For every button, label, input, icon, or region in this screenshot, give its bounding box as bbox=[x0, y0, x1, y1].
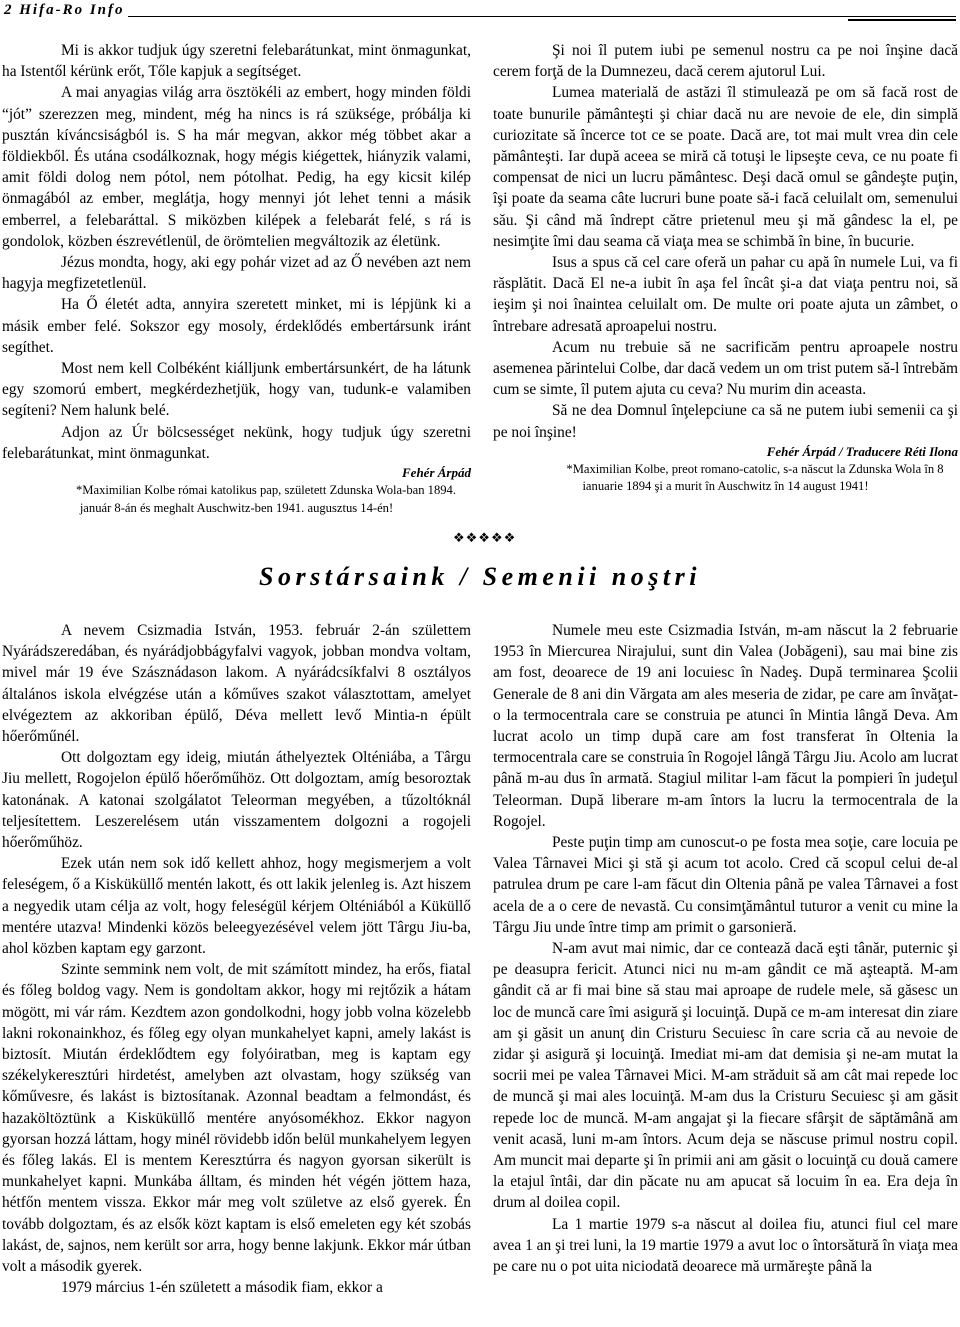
footnote: *Maximilian Kolbe, preot romano-catolic, s-a născut la Zdunska Wola în 8 ianuarie 1894 şi a murit în Auschwitz în 14 august 1941! bbox=[566, 461, 944, 494]
article-paragraph: Să ne dea Domnul înţelepciune ca să ne putem iubi semenii ca şi pe noi înşine! bbox=[493, 402, 958, 441]
page-header bbox=[0, 0, 960, 24]
page-number-label: 2 Hifa-Ro Info bbox=[4, 2, 125, 18]
hungarian-article-column bbox=[2, 40, 471, 517]
article-paragraph: Most nem kell Colbéként kiálljunk embertársunkért, de ha látunk egy szomorú embert, megkérdezhetjük, hogy van, tudunk-e valamiben segíteni? Nem halunk belé. bbox=[2, 360, 471, 420]
story-paragraph: La 1 martie 1979 s-a născut al doilea fiu, atunci fiul cel mare avea 1 an şi trei luni, la 19 martie 1979 a avut loc o întorsătură în viaţa mea pe care nu o pot uita niciodată deoarece mă urmăreşte până la bbox=[493, 1215, 958, 1276]
section-title: Sorstársaink / Semenii noştri bbox=[259, 562, 701, 591]
article-paragraph: Acum nu trebuie să ne sacrificăm pentru aproapele nostru asemenea părintelui Colbe, dar dacă vedem un om trist putem să-l întrebăm cum se simte, îl putem ajuta cu ceva? Nu murim din aceasta. bbox=[493, 338, 958, 399]
article-paragraph: Isus a spus că cel care oferă un pahar cu apă în numele Lui, va fi răsplătit. Dacă El ne-a iubit în aşa fel încât şi-a dat viaţa pentru noi, să ieşim şi noi înaintea celuilalt om. De multe ori poate ajuta un zâmbet, o întrebare adresată aproapelui nostru. bbox=[493, 254, 958, 335]
article-paragraph: A mai anyagias világ arra ösztökéli az embert, hogy minden földi “jót” szerezzen meg, mindent, még ha nincs is rá szüksége, próbálja ki pusztán kíváncsiságból is. S ha már megvan, akkor még többet akar a földiekből. És utána csodálkoznak, hogy mégis kiégettek, hiányzik valami, amit földi dolog nem pótol, nem pótolhat. Pedig, ha egy kicsit kilép önmagából az ember, meglátja, hogy mennyi jót lehet tenni a másik emberrel, a felebaráttal. S miközben kilépek a felebarát felé, s rá is gondolok, közben észrevétlenül, de örömtelien megváltozik az életünk. bbox=[2, 84, 471, 250]
article-paragraph: Mi is akkor tudjuk úgy szeretni felebarátunkat, mint önmagunkat, ha Istentől kérünk erőt, Tőle kapjuk a segítséget. bbox=[2, 42, 471, 81]
story-paragraph: Szinte semmink nem volt, de mit számított mindez, ha erős, fiatal és főleg boldog vagy. Nem is gondoltam akkor, hogy mi rejtőzik a hátam mögött, mi vár rám. Kezdtem azon gondolkodni, hogy jobb volna közelebb lakni rokonainkhoz, és főleg egy olyan munkahelyet kapni, amely lakást is biztosít. Miután érdeklődtem egy folyóiratban, meg is kaptam egy székelykeresztúri hirdetést, amelyben azt olvastam, hogy szükség van kőművesre, és lakást is biztosítanak. Azonnal beadtam a felmondást, és hazaköltöztünk a Kisküküllő mentére anyósomékhoz. Ekkor nagyon gyorsan hozzá láttam, hogy minél rövidebb időn belül munkahelyem legyen és főleg lakás. El is mentem Keresztúrra és nagyon gyorsan sikerült is munkahelyet kapni. Munkába álltam, és minden hét végén jöttem haza, hétfőn mentem vissza. Ekkor már meg volt születve az első gyerek. Én tovább dolgoztam, és az elsők közt kaptam is első emeleten egy két szobás lakást, de, sajnos, nem került sor arra, hogy benne lakjunk. Ekkor már útban volt a második gyerek. bbox=[2, 961, 471, 1276]
header-rule-thick bbox=[848, 19, 956, 21]
hungarian-story-column bbox=[2, 620, 471, 1299]
story-paragraph: A nevem Csizmadia István, 1953. február 2-án születtem Nyárádszeredában, és nyárádjobbágyfalvi vagyok, jobban mondva voltam, mivel már 19 éve Szásznádason lakom. A nyárádcsíkfalvi 8 osztályos általános iskola elvégzése után a kőműves szakot választottam, amelyet elvégeztem az akkoriban épülő, Déva mellett levő Mintia-n épült hőerőműnél. bbox=[2, 622, 471, 746]
romanian-story-column bbox=[493, 620, 958, 1277]
story-paragraph: Ezek után nem sok idő kellett ahhoz, hogy megismerjem a volt feleségem, ő a Kisküküllő mentén lakott, és ott lakik jelenleg is. Azt hiszem a negyedik utam célja az volt, hogy feleségül kérjem Olténiából a Küküllő mentére utazva! Mindenki közös beleegyezésével velem jött Târgu Jiu-ba, ahol közben kaptam egy garzont. bbox=[2, 855, 471, 958]
article-paragraph: Ha Ő életét adta, annyira szeretett minket, mi is lépjünk ki a másik ember felé. Sokszor egy mosoly, érdeklődés embertársunk iránt segíthet. bbox=[2, 296, 471, 356]
story-paragraph: 1979 március 1-én született a második fiam, ekkor a bbox=[61, 1279, 383, 1297]
section-divider-ornament: ❖❖❖❖❖ bbox=[453, 530, 517, 545]
article-paragraph: Şi noi îl putem iubi pe semenul nostru ca pe noi înşine dacă cerem forţă de la Dumnezeu, dacă cerem ajutorul Lui. bbox=[493, 42, 958, 81]
article-paragraph: Lumea materială de astăzi îl stimulează pe om să facă rost de toate bunurile pământeşti şi chiar dacă nu are nevoie de ele, din simplă curiozitate să încerce tot ce se poate. Dacă are, tot mai mult vrea din cele pământeşti. Iar după aceea se miră că totuşi le lipseşte ceva, ce nu poate fi compensat de nici un lucru pământesc. Deşi dacă omul se gândeşte puţin, îşi poate da seama câte lucruri bune poate să-i facă celuilalt om, semenului său. Şi când mă îndrept către prietenul meu şi mă gândesc la el, pe nesimţite îmi dau seama că viaţa mea se schimbă în bine, în bucurie. bbox=[493, 84, 958, 250]
footnote: *Maximilian Kolbe római katolikus pap, született Zdunska Wola-ban 1894. január 8-án és meghalt Auschwitz-ben 1941. augusztus 14-én! bbox=[76, 483, 456, 515]
story-paragraph: N-am avut mai nimic, dar ce contează dacă eşti tânăr, puternic şi pe deasupra fericit. Atunci nici nu m-am gândit ce mă aşteaptă. M-am gândit că ar fi mai bine să stau mai aproape de rudele mele, să găsesc un loc de muncă care îmi asigură şi locuinţă. După ce m-am interesat din ziare am şi găsit un anunţ din Cristuru Secuiesc în care scria că au nevoie de zidar şi asigură şi locuinţă. Imediat mi-am dat demisia şi ne-am mutat la socrii mei pe valea Târnavei Mici. M-am străduit să am cât mai repede loc de muncă şi mai ales locuinţă. M-am dus la Cristuru Secuiesc şi am găsit repede loc de muncă. M-am angajat şi la fiecare sfârşit de săptămână am venit acasă, luni m-am întors. Acum deja se născuse primul nostru copil. Am muncit mai departe şi în primii ani am găsit o locuinţă cu două camere la etajul întâi, dar din păcate nu am apucat să locuim în ea. Era deja în drum al doilea copil. bbox=[493, 940, 958, 1212]
story-paragraph: Peste puţin timp am cunoscut-o pe fosta mea soţie, care locuia pe Valea Târnavei Mici şi stă şi acum tot acolo. Cred că scopul celui de-al patrulea drum pe care l-am făcut din Oltenia până pe valea Târnavei a fost acela de a o cere de nevastă. Cu consimţământul tuturor a venit cu mine la Târgu Jiu unde între timp am primit o garsonieră. bbox=[493, 834, 958, 936]
story-paragraph: Ott dolgoztam egy ideig, miután áthelyeztek Olténiába, a Târgu Jiu mellett, Rogojelon épülő hőerőműhöz. Ott dolgoztam, amíg besoroztak katonának. A katonai szolgálatot Teleorman megyében, a tűzoltóknál teljesítettem. Leszerelésem után visszamentem dolgozni a rogojeli hőerőműhöz. bbox=[2, 749, 471, 852]
author-signature: Fehér Árpád bbox=[402, 465, 471, 481]
author-signature: Fehér Árpád / Traducere Réti Ilona bbox=[766, 443, 958, 459]
article-paragraph: Jézus mondta, hogy, aki egy pohár vizet ad az Ő nevében azt nem hagyja megfizetetlenül. bbox=[2, 254, 471, 293]
story-paragraph: Numele meu este Csizmadia István, m-am născut la 2 februarie 1953 în Miercurea Nirajului, sunt din Valea (Jobăgeni), sau mai bine zis am fost, deoarece de 19 ani locuiesc în Nadeş. După terminarea Şcolii Generale de 8 ani din Vărgata am ales meseria de zidar, pe care am învăţat-o la termocentrala care se construia pe atunci în Mintia lângă Deva. Am lucrat acolo un timp după care am fost transferat în Oltenia la termocentrala care se construia în Rogojel lângă Târgu Jiu. Acolo am lucrat până m-au dus în armată. Stagiul militar l-am făcut la pompieri în judeţul Teleorman. După liberare m-am întors la lucru la termocentrala de la Rogojel. bbox=[493, 622, 958, 830]
article-paragraph: Adjon az Úr bölcsességet nekünk, hogy tudjuk úgy szeretni felebarátunkat, mint önmagunkat. bbox=[2, 423, 471, 462]
romanian-article-column bbox=[493, 40, 958, 496]
header-rule bbox=[128, 16, 956, 17]
